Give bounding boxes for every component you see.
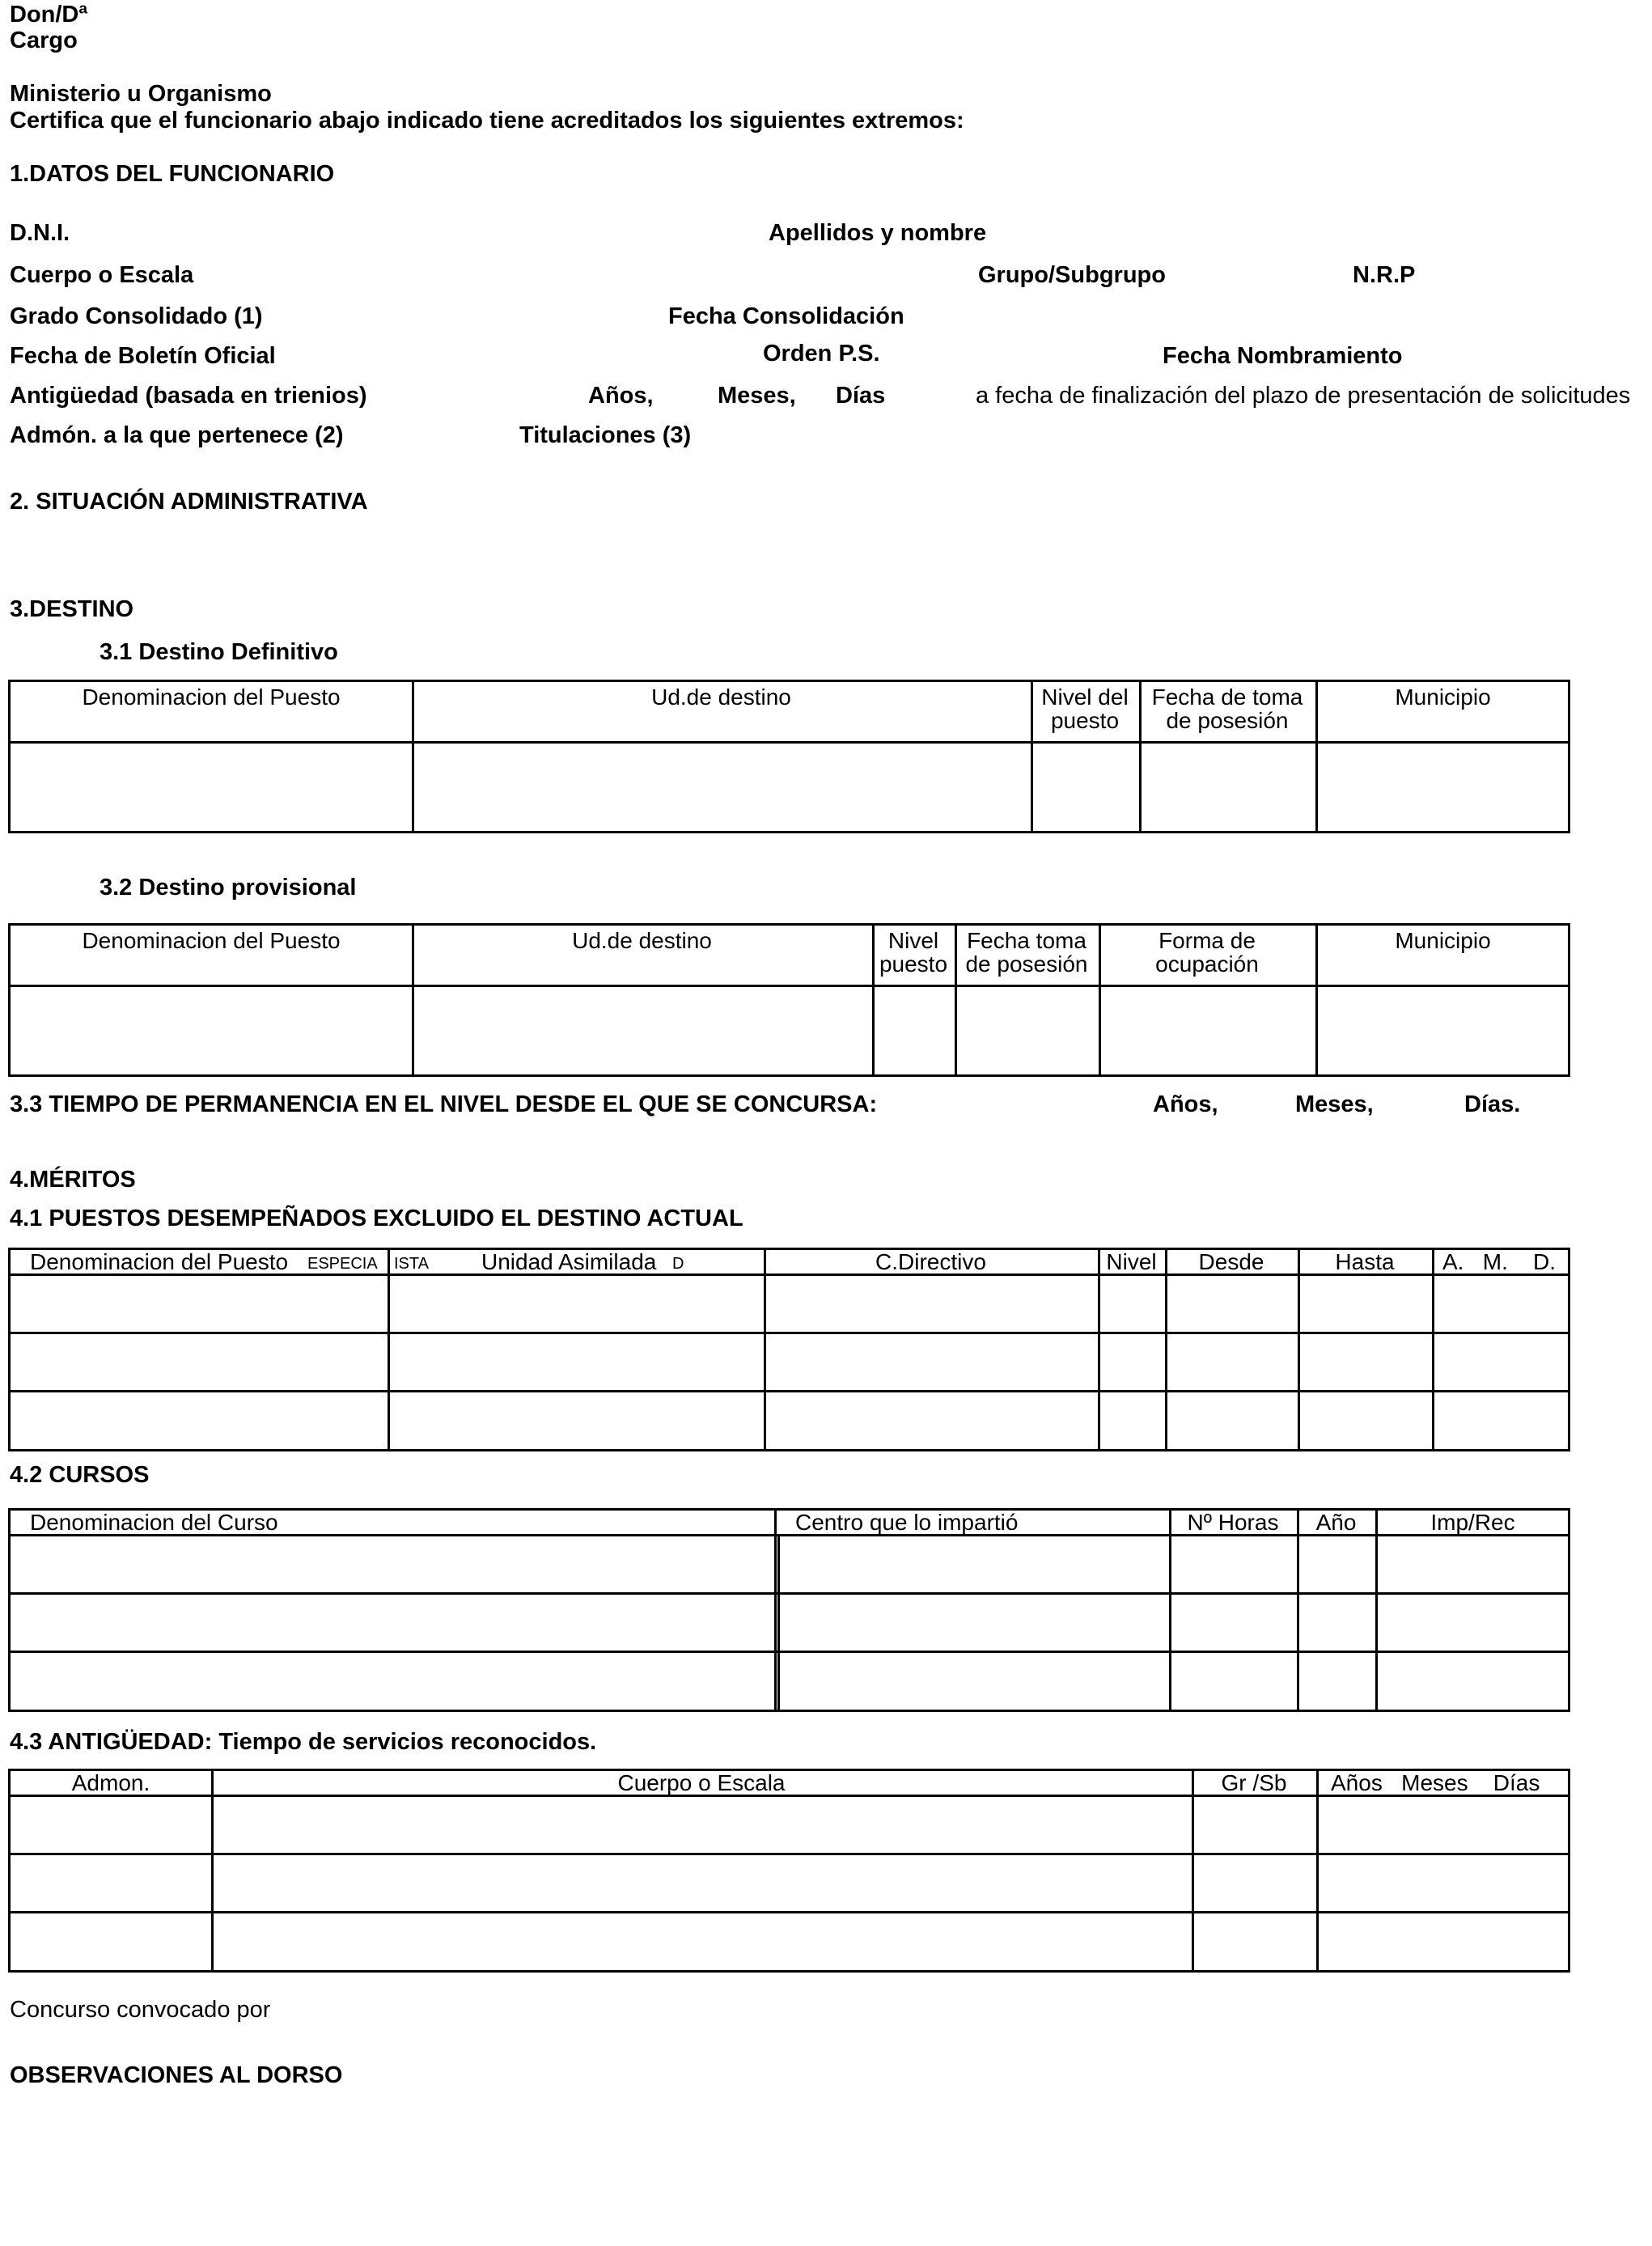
meses-label: Meses, bbox=[718, 383, 796, 409]
column-divider bbox=[777, 1534, 780, 1710]
antiguedad-label: Antigüedad (basada en trienios) bbox=[10, 383, 367, 409]
titulaciones-label: Titulaciones (3) bbox=[519, 422, 692, 448]
permanencia-meses: Meses, bbox=[1295, 1091, 1374, 1117]
column-divider bbox=[1297, 1511, 1299, 1710]
column-header: Denominacion del Puesto bbox=[82, 928, 341, 953]
column-header: Imp/Rec bbox=[1430, 1510, 1515, 1535]
apellidos-label: Apellidos y nombre bbox=[769, 220, 987, 246]
column-header: C.Directivo bbox=[875, 1249, 986, 1274]
column-divider bbox=[1375, 1511, 1378, 1710]
column-header: de posesión bbox=[965, 951, 1088, 977]
fecha-consolidacion-label: Fecha Consolidación bbox=[668, 303, 904, 329]
table-row-divider bbox=[11, 1390, 1568, 1392]
grupo-label: Grupo/Subgrupo bbox=[978, 262, 1166, 288]
fecha-boletin-label: Fecha de Boletín Oficial bbox=[10, 343, 276, 369]
column-header-note: ESPECIA bbox=[307, 1255, 378, 1273]
section-3-title: 3.DESTINO bbox=[10, 596, 134, 622]
section-3-1-title: 3.1 Destino Definitivo bbox=[100, 639, 338, 665]
column-header: Año bbox=[1315, 1510, 1357, 1535]
column-header: Ud.de destino bbox=[572, 928, 712, 953]
column-divider bbox=[1316, 1771, 1319, 1970]
a-fecha-text: a fecha de finalización del plazo de presentación de solicitudes bbox=[976, 383, 1631, 409]
table-row-divider bbox=[11, 985, 1568, 987]
table-row-divider bbox=[11, 1651, 1568, 1653]
fecha-nombramiento-label: Fecha Nombramiento bbox=[1163, 343, 1403, 369]
concurso-text: Concurso convocado por bbox=[10, 1997, 271, 2023]
table-row-divider bbox=[11, 741, 1568, 744]
certifica-text: Certifica que el funcionario abajo indicado tiene acreditados los siguientes extremos: bbox=[10, 108, 964, 133]
column-header: Ud.de destino bbox=[651, 684, 791, 710]
dias-label: Días bbox=[836, 383, 886, 409]
destino-provisional-table bbox=[8, 923, 1570, 1077]
cursos-table bbox=[8, 1508, 1570, 1712]
section-4-1-title: 4.1 PUESTOS DESEMPEÑADOS EXCLUIDO EL DESTINO ACTUAL bbox=[10, 1206, 743, 1231]
column-header: Unidad Asimilada bbox=[481, 1249, 657, 1274]
column-header: Cuerpo o Escala bbox=[617, 1770, 786, 1795]
column-header: Nivel del bbox=[1041, 684, 1129, 710]
section-4-title: 4.MÉRITOS bbox=[10, 1167, 136, 1193]
column-header: Gr /Sb bbox=[1221, 1770, 1287, 1795]
column-header: Denominacion del Puesto bbox=[30, 1249, 289, 1274]
column-header: Años Meses Días bbox=[1331, 1770, 1540, 1795]
column-header: Fecha toma bbox=[967, 928, 1087, 953]
don-label: Don/Dª bbox=[10, 2, 88, 28]
column-divider bbox=[1169, 1511, 1171, 1710]
column-header: Denominacion del Curso bbox=[30, 1510, 278, 1535]
section-2-title: 2. SITUACIÓN ADMINISTRATIVA bbox=[10, 489, 368, 515]
section-4-3-title: 4.3 ANTIGÜEDAD: Tiempo de servicios reconocidos. bbox=[10, 1729, 597, 1755]
column-header: Forma de bbox=[1159, 928, 1256, 953]
column-divider bbox=[774, 1511, 777, 1710]
column-header: Municipio bbox=[1395, 684, 1491, 710]
column-divider bbox=[764, 1250, 766, 1449]
column-header: Denominacion del Puesto bbox=[82, 684, 341, 710]
section-3-2-title: 3.2 Destino provisional bbox=[100, 875, 357, 901]
column-header: de posesión bbox=[1166, 708, 1289, 733]
column-header: Nº Horas bbox=[1187, 1510, 1279, 1535]
column-header: Admon. bbox=[71, 1770, 150, 1795]
section-1-title: 1.DATOS DEL FUNCIONARIO bbox=[10, 161, 335, 187]
column-header: Nivel bbox=[887, 928, 939, 953]
column-divider bbox=[211, 1771, 214, 1970]
permanencia-anos: Años, bbox=[1153, 1091, 1218, 1117]
column-header: Municipio bbox=[1395, 928, 1491, 953]
permanencia-dias: Días. bbox=[1464, 1091, 1521, 1117]
column-header-note: D bbox=[672, 1255, 684, 1273]
cuerpo-label: Cuerpo o Escala bbox=[10, 262, 194, 288]
nrp-label: N.R.P bbox=[1353, 262, 1416, 288]
table-row-divider bbox=[11, 1592, 1568, 1595]
grado-label: Grado Consolidado (1) bbox=[10, 303, 263, 329]
column-header: puesto bbox=[879, 951, 948, 977]
table-row-divider bbox=[11, 1332, 1568, 1334]
column-header: Desde bbox=[1198, 1249, 1264, 1274]
dni-label: D.N.I. bbox=[10, 220, 70, 246]
column-header: Hasta bbox=[1335, 1249, 1395, 1274]
table-row-divider bbox=[11, 1853, 1568, 1855]
column-header: Nivel bbox=[1106, 1249, 1157, 1274]
column-divider bbox=[1192, 1771, 1194, 1970]
ministerio-label: Ministerio u Organismo bbox=[10, 81, 272, 107]
column-divider bbox=[1098, 1250, 1100, 1449]
column-header: Fecha de toma bbox=[1151, 684, 1303, 710]
table-row-divider bbox=[11, 1911, 1568, 1913]
section-4-2-title: 4.2 CURSOS bbox=[10, 1462, 150, 1488]
orden-ps-label: Orden P.S. bbox=[763, 341, 880, 367]
admon-label: Admón. a la que pertenece (2) bbox=[10, 422, 344, 448]
column-divider bbox=[1165, 1250, 1167, 1449]
column-divider bbox=[388, 1250, 390, 1449]
column-header-note: ISTA bbox=[394, 1255, 429, 1273]
antiguedad-table bbox=[8, 1769, 1570, 1973]
anos-label: Años, bbox=[588, 383, 654, 409]
column-header: ocupación bbox=[1155, 951, 1259, 977]
column-header: Centro que lo impartió bbox=[795, 1510, 1019, 1535]
section-3-3-title: 3.3 TIEMPO DE PERMANENCIA EN EL NIVEL DESDE EL QUE SE CONCURSA: bbox=[10, 1091, 878, 1117]
column-header: puesto bbox=[1050, 708, 1120, 733]
cargo-label: Cargo bbox=[10, 28, 78, 53]
column-header: A. M. D. bbox=[1442, 1249, 1557, 1274]
destino-definitivo-table bbox=[8, 680, 1570, 833]
puestos-table bbox=[8, 1248, 1570, 1451]
column-divider bbox=[1298, 1250, 1300, 1449]
observaciones-text: OBSERVACIONES AL DORSO bbox=[10, 2062, 343, 2088]
column-divider bbox=[1432, 1250, 1434, 1449]
